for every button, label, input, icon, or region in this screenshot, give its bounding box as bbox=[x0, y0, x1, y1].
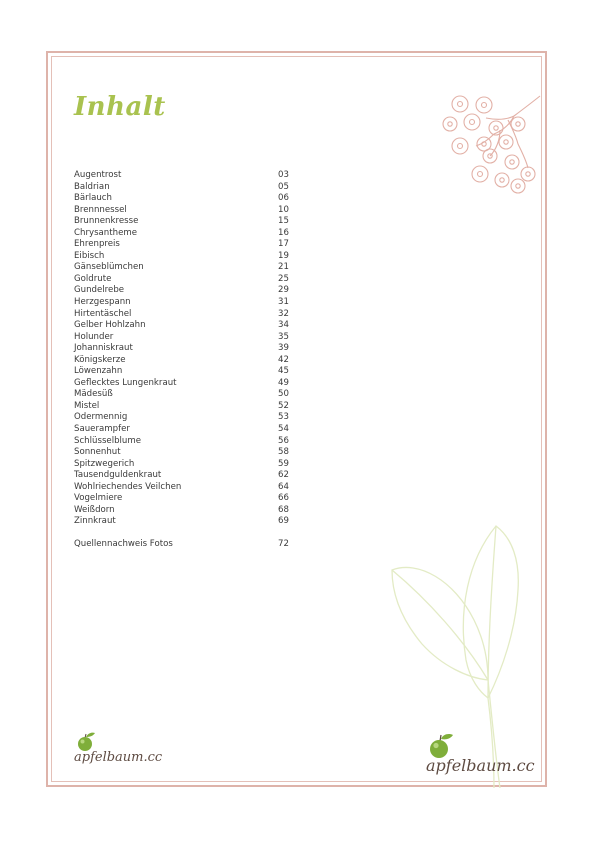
brand-logo-text: apfelbaum.cc bbox=[426, 756, 535, 775]
toc-entry-page: 66 bbox=[278, 493, 289, 504]
brand-logo-small[interactable] bbox=[74, 732, 162, 765]
toc-entry-page: 16 bbox=[278, 227, 289, 238]
toc-entry-name: Gundelrebe bbox=[74, 285, 125, 296]
toc-entry[interactable] bbox=[74, 447, 294, 459]
toc-entry-page: 19 bbox=[278, 250, 289, 261]
toc-entry[interactable] bbox=[74, 205, 294, 217]
toc-entry[interactable] bbox=[74, 332, 294, 344]
apple-logo-icon bbox=[74, 732, 98, 752]
toc-entry-name: Schlüsselblume bbox=[74, 435, 142, 446]
toc-entry-page: 10 bbox=[278, 204, 289, 215]
toc-entry-name: Odermennig bbox=[74, 412, 128, 423]
toc-entry[interactable] bbox=[74, 470, 294, 482]
toc-entry-name: Baldrian bbox=[74, 181, 110, 192]
toc-entry-name: Gänseblümchen bbox=[74, 262, 144, 273]
toc-entry-name: Brennnessel bbox=[74, 204, 127, 215]
toc-entry-name: Zinnkraut bbox=[74, 516, 116, 527]
toc-entry-name: Goldrute bbox=[74, 273, 112, 284]
toc-entry-page: 72 bbox=[278, 539, 289, 549]
toc-entry[interactable] bbox=[74, 216, 294, 228]
toc-sources-entry[interactable] bbox=[74, 539, 294, 551]
toc-entry[interactable] bbox=[74, 366, 294, 378]
toc-entry-name: Bärlauch bbox=[74, 193, 112, 204]
toc-entry-page: 64 bbox=[278, 481, 289, 492]
toc-entry-name: Mistel bbox=[74, 400, 100, 411]
toc-entry[interactable] bbox=[74, 182, 294, 194]
toc-entry-name: Mädesüß bbox=[74, 389, 113, 400]
toc-entry-name: Vogelmiere bbox=[74, 493, 123, 504]
toc-entry-name: Ehrenpreis bbox=[74, 239, 120, 250]
toc-entry-name: Wohlriechendes Veilchen bbox=[74, 481, 182, 492]
toc-entry-page: 54 bbox=[278, 424, 289, 435]
toc-entry[interactable] bbox=[74, 436, 294, 448]
toc-entry[interactable] bbox=[74, 170, 294, 182]
toc-entry[interactable] bbox=[74, 239, 294, 251]
toc-entry-page: 29 bbox=[278, 285, 289, 296]
toc-entry-page: 31 bbox=[278, 297, 289, 308]
toc-entry-page: 21 bbox=[278, 262, 289, 273]
toc-entry-name: Chrysantheme bbox=[74, 227, 138, 238]
toc-entry-page: 25 bbox=[278, 273, 289, 284]
toc-entry[interactable] bbox=[74, 378, 294, 390]
toc-entry[interactable] bbox=[74, 493, 294, 505]
toc-entry-name: Holunder bbox=[74, 331, 114, 342]
toc-entry[interactable] bbox=[74, 389, 294, 401]
toc-entry-name: Hirtentäschel bbox=[74, 308, 132, 319]
toc-entry[interactable] bbox=[74, 505, 294, 517]
toc-entry[interactable] bbox=[74, 228, 294, 240]
toc-entry-name: Sauerampfer bbox=[74, 424, 130, 435]
toc-entry[interactable] bbox=[74, 424, 294, 436]
toc-entry-page: 39 bbox=[278, 343, 289, 354]
toc-entry[interactable] bbox=[74, 516, 294, 528]
toc-entry-page: 32 bbox=[278, 308, 289, 319]
toc-entry-page: 49 bbox=[278, 377, 289, 388]
toc-entry[interactable] bbox=[74, 285, 294, 297]
toc-entry-page: 50 bbox=[278, 389, 289, 400]
toc-entry-page: 03 bbox=[278, 170, 289, 180]
toc-entry[interactable] bbox=[74, 309, 294, 321]
toc-entry-name: Quellennachweis Fotos bbox=[74, 539, 173, 549]
toc-entry[interactable] bbox=[74, 459, 294, 471]
toc-entry-name: Sonnenhut bbox=[74, 447, 121, 458]
toc-entry-name: Brunnenkresse bbox=[74, 216, 139, 227]
brand-logo-text: apfelbaum.cc bbox=[74, 750, 163, 765]
toc-entry-page: 35 bbox=[278, 331, 289, 342]
toc-entry-page: 34 bbox=[278, 320, 289, 331]
toc-entry-name: Herzgespann bbox=[74, 297, 131, 308]
berry-branch-illustration bbox=[438, 90, 542, 198]
toc-entry-name: Johanniskraut bbox=[74, 343, 133, 354]
toc-entry-page: 59 bbox=[278, 458, 289, 469]
toc-entry[interactable] bbox=[74, 320, 294, 332]
toc-entry-page: 69 bbox=[278, 516, 289, 527]
toc-entry-name: Löwenzahn bbox=[74, 366, 123, 377]
toc-entry-name: Geflecktes Lungenkraut bbox=[74, 377, 177, 388]
toc-entry[interactable] bbox=[74, 251, 294, 263]
toc-entry-name: Weißdorn bbox=[74, 504, 115, 515]
toc-entry-name: Augentrost bbox=[74, 170, 122, 180]
table-of-contents bbox=[74, 170, 294, 528]
toc-entry[interactable] bbox=[74, 412, 294, 424]
toc-entry-name: Gelber Hohlzahn bbox=[74, 320, 146, 331]
brand-logo-large[interactable] bbox=[426, 733, 535, 775]
toc-entry-page: 68 bbox=[278, 504, 289, 515]
toc-entry[interactable] bbox=[74, 401, 294, 413]
toc-entry-page: 62 bbox=[278, 470, 289, 481]
toc-entry-page: 42 bbox=[278, 354, 289, 365]
toc-entry-name: Eibisch bbox=[74, 250, 105, 261]
toc-entry[interactable] bbox=[74, 262, 294, 274]
toc-entry-page: 58 bbox=[278, 447, 289, 458]
toc-entry[interactable] bbox=[74, 482, 294, 494]
toc-entry-page: 15 bbox=[278, 216, 289, 227]
toc-entry[interactable] bbox=[74, 193, 294, 205]
toc-entry-page: 56 bbox=[278, 435, 289, 446]
toc-entry-name: Tausendguldenkraut bbox=[74, 470, 162, 481]
toc-entry-name: Spitzwegerich bbox=[74, 458, 135, 469]
toc-entry-page: 52 bbox=[278, 400, 289, 411]
toc-entry-page: 17 bbox=[278, 239, 289, 250]
page-title: Inhalt bbox=[74, 92, 166, 122]
toc-entry-page: 53 bbox=[278, 412, 289, 423]
toc-entry[interactable] bbox=[74, 297, 294, 309]
toc-entry-page: 45 bbox=[278, 366, 289, 377]
toc-entry[interactable] bbox=[74, 343, 294, 355]
toc-entry-name: Königskerze bbox=[74, 354, 126, 365]
toc-entry[interactable] bbox=[74, 355, 294, 367]
toc-entry-page: 06 bbox=[278, 193, 289, 204]
toc-entry[interactable] bbox=[74, 274, 294, 286]
toc-entry-page: 05 bbox=[278, 181, 289, 192]
